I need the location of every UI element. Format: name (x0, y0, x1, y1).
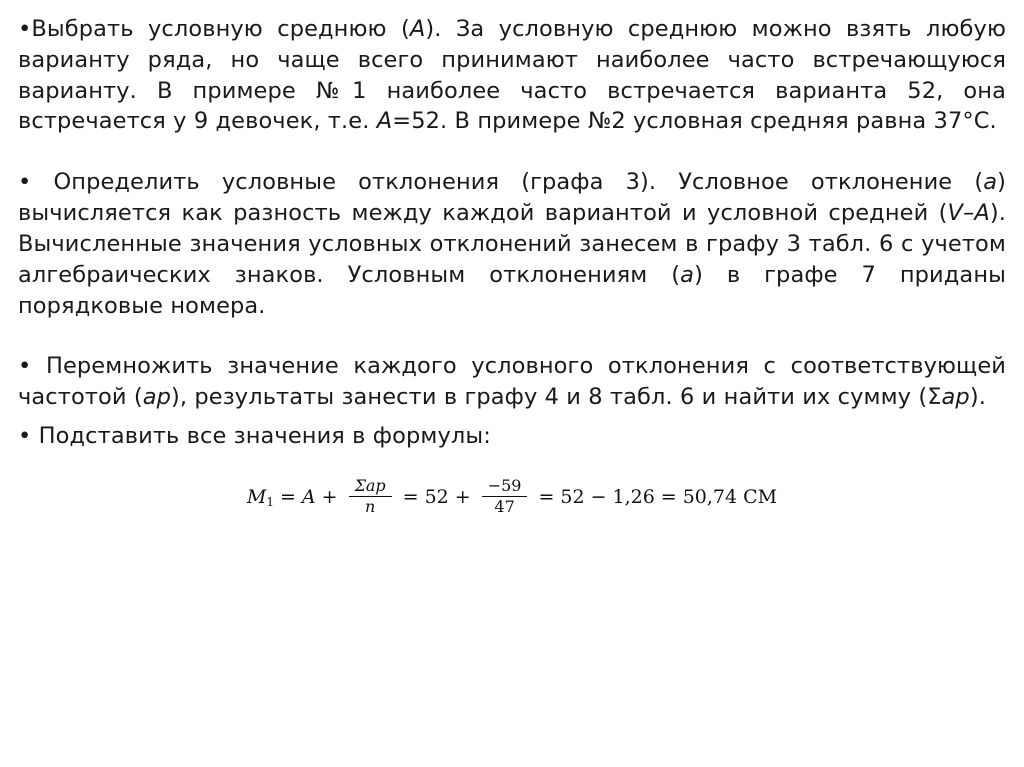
paragraph-spacer (18, 413, 1006, 421)
text-run: • Определить условные отклонения (графа 3). Условное отклонение ( (18, 169, 984, 196)
formula-equals-2: = (402, 486, 419, 509)
formula-minus: − (590, 486, 607, 509)
formula-plus-1: + (321, 486, 338, 509)
text-run: •Выбрать условную среднюю ( (18, 16, 410, 42)
formula-value-c: 1,26 (612, 486, 655, 509)
text-run: ). Вычисленные значения условных отклонений занесем в графу 3 табл. 6 с учетом алгебраических знаков. Условным отклонениям ( (18, 200, 1006, 288)
paragraph-select-conditional-mean (18, 14, 1006, 137)
formula-unit: СМ (743, 486, 778, 509)
formula-block (18, 475, 1006, 517)
formula-term-a: A (301, 486, 316, 509)
formula-fraction-minus59-over-47 (482, 477, 528, 516)
formula-equals-1: = (279, 486, 296, 509)
paragraph-determine-deviations (18, 167, 1006, 321)
formula-fraction-numerator: Σap (354, 475, 386, 495)
text-run: ). За условную среднюю можно взять любую варианту ряда, но чаще всего принимают наиболее часто встречающуюся варианту. В примере №1 наиболее часто встречается варианта 52, она встречается у 9 девочек, т.е. (18, 16, 1006, 135)
text-run: ) вычисляется как разность между каждой вариантой и условной средней ( (18, 169, 1006, 227)
text-run: ), результаты занести в графу 4 и 8 табл. 6 и найти их сумму (Σ (171, 384, 942, 411)
formula-fraction-numerator: −59 (487, 475, 522, 495)
paragraph-spacer (18, 137, 1006, 167)
text-run: ). (969, 384, 986, 411)
text-run: ) в графе 7 приданы порядковые номера. (18, 261, 1006, 319)
formula-fraction-denominator: 47 (494, 496, 515, 516)
paragraph-spacer (18, 321, 1006, 351)
variable-a: A (409, 16, 426, 42)
formula-lhs-subscript: 1 (266, 495, 274, 510)
formula-result: 50,74 (682, 486, 738, 509)
text-run: • Подставить все значения в формулы: (18, 422, 491, 449)
formula-value-b: 52 (560, 486, 585, 509)
formula-mean-by-moments (246, 475, 778, 517)
paragraph-substitute-values (18, 421, 1006, 452)
formula-equals-4: = (660, 486, 677, 509)
variable-v-minus-a: V–A (947, 200, 990, 227)
formula-fraction-sum-ap-over-n (349, 477, 392, 516)
formula-lhs-variable: M (246, 486, 267, 509)
formula-value-a: 52 (424, 486, 449, 509)
formula-equals-3: = (538, 486, 555, 509)
variable-a-lower: a (983, 169, 998, 196)
formula-fraction-denominator: n (364, 496, 376, 516)
variable-a: A (376, 108, 393, 135)
text-run: • Перемножить значение каждого условного отклонения с соответствующей частотой ( (18, 353, 1006, 411)
variable-ap: ap (941, 384, 970, 411)
variable-ap: ap (142, 384, 172, 411)
variable-a-lower: a (680, 261, 695, 288)
text-run: =52. В примере №2 условная средняя равна 37°С. (392, 108, 997, 135)
formula-plus-2: + (454, 486, 471, 509)
paragraph-multiply-deviation-frequency (18, 351, 1006, 413)
